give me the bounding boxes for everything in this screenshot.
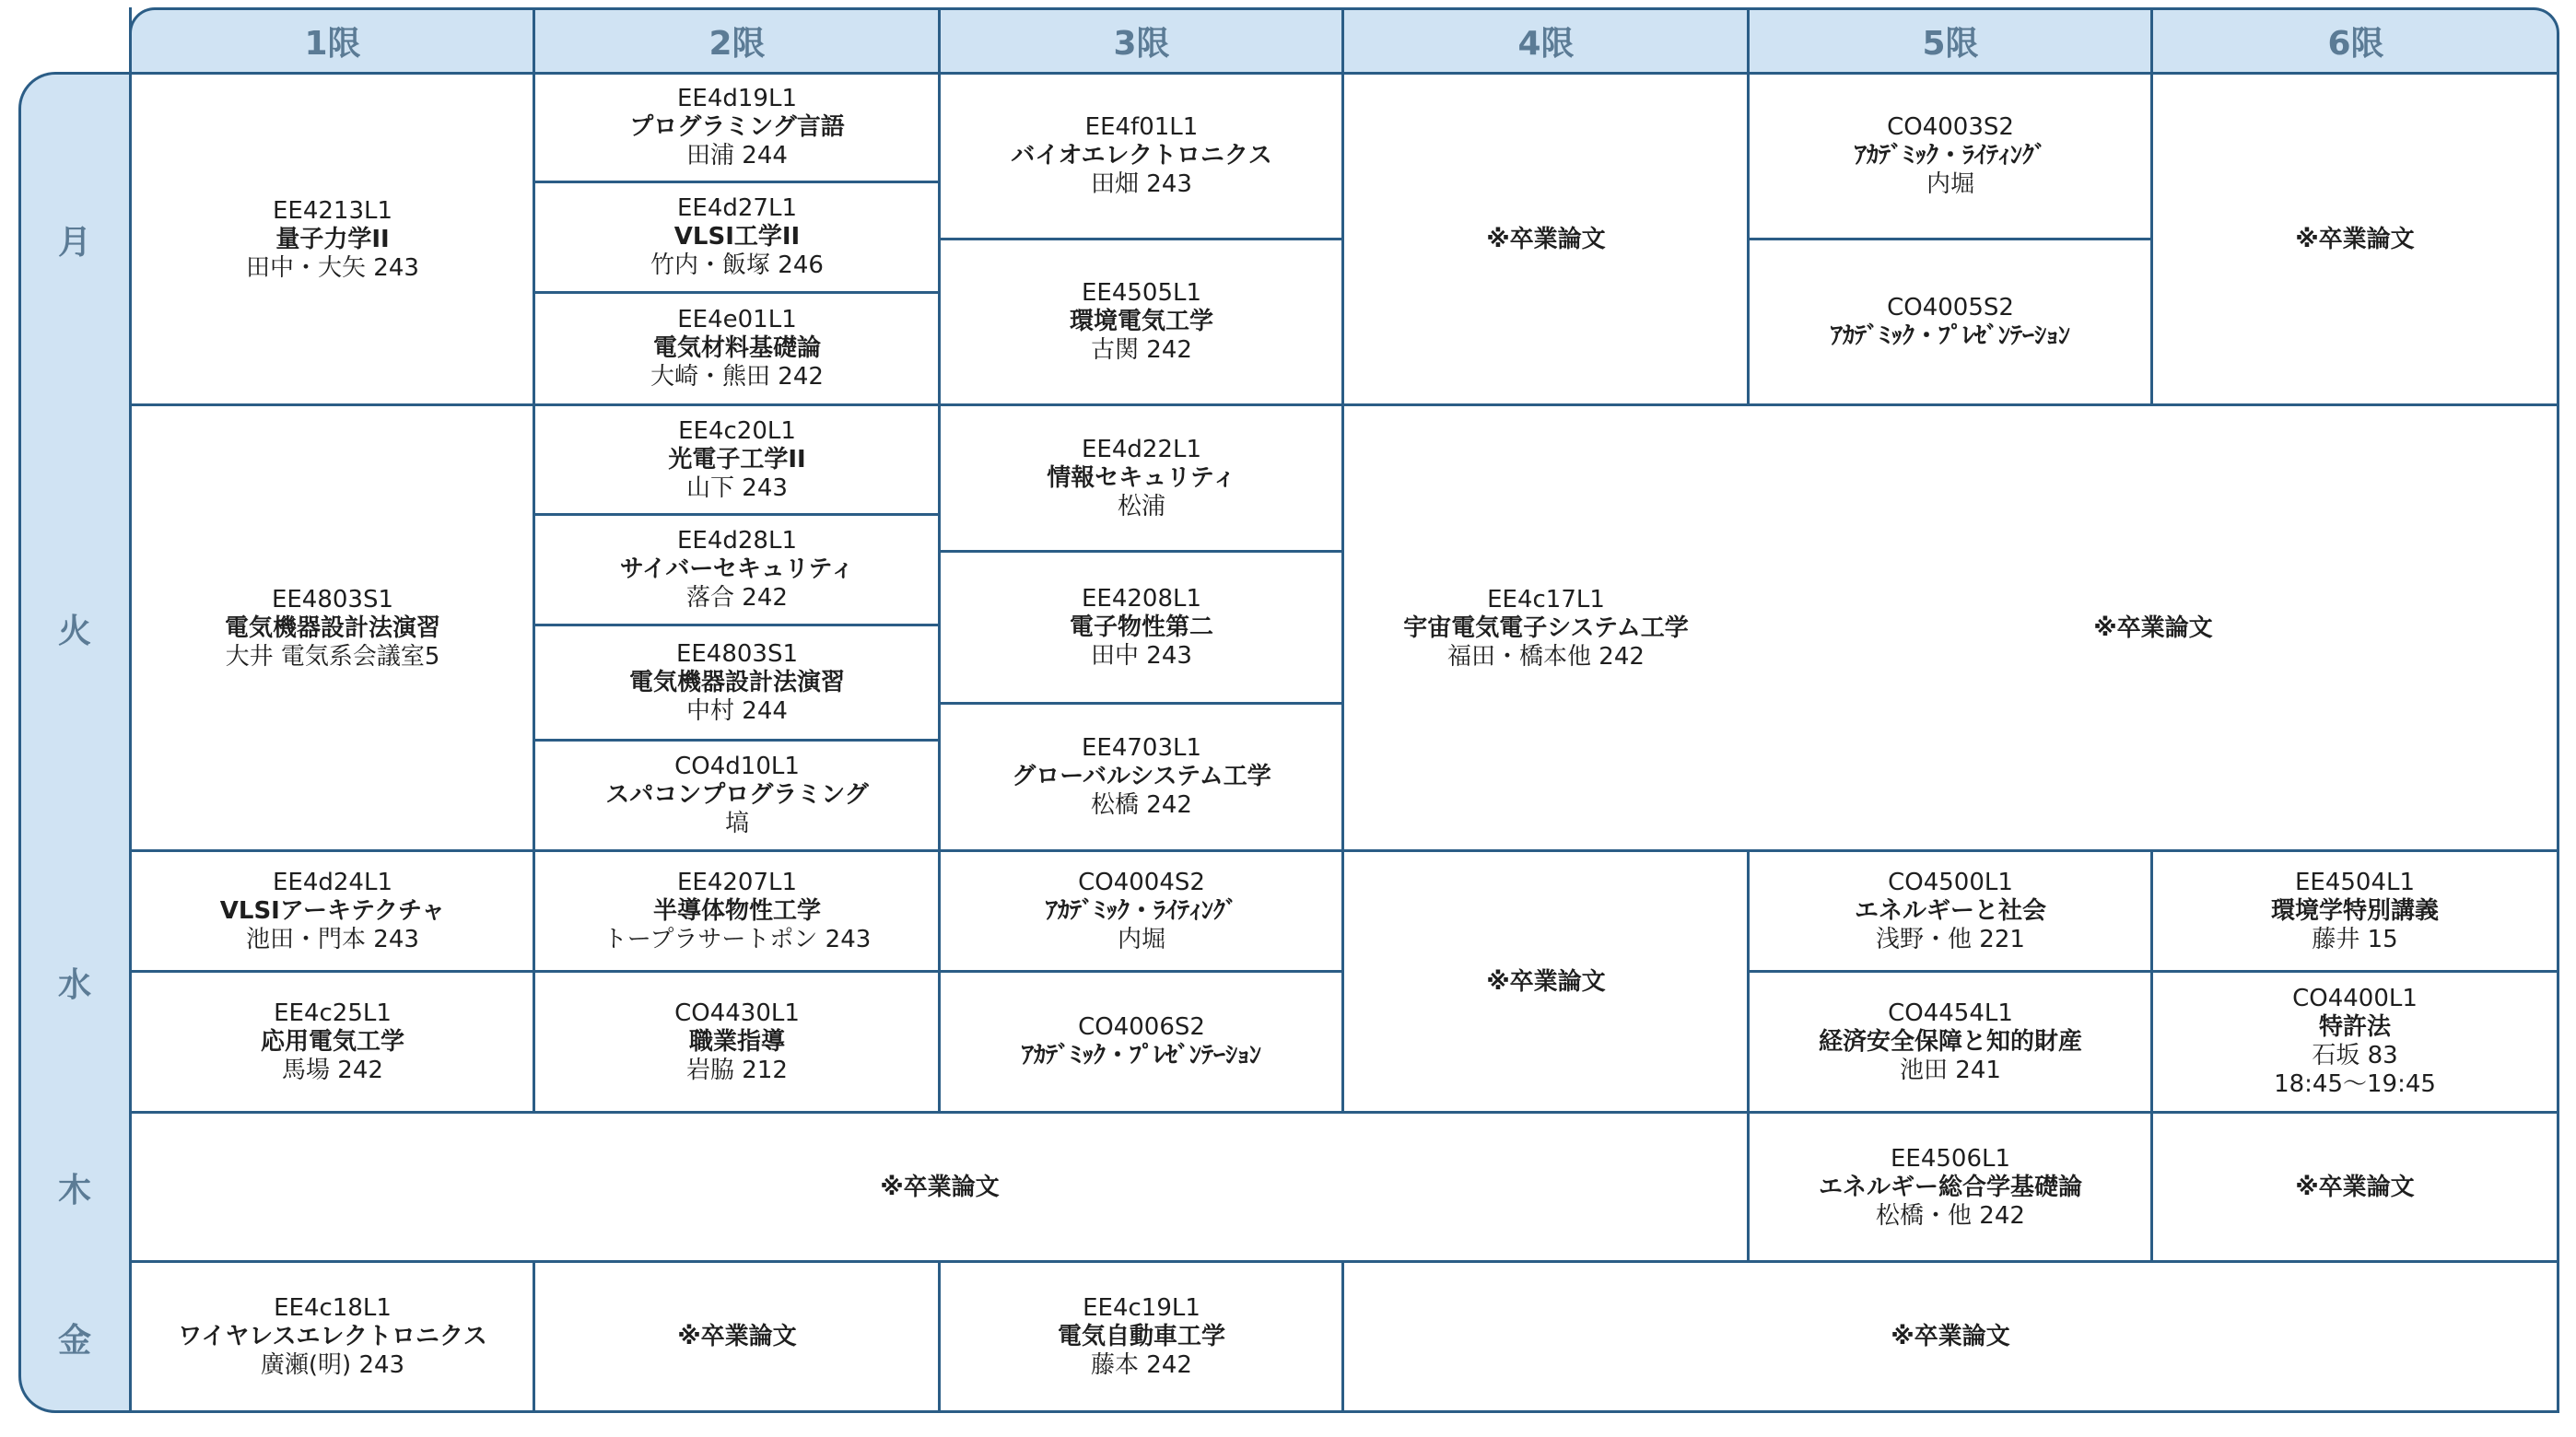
course-name: ｱｶﾃﾞﾐｯｸ・ﾌﾟﾚｾﾞﾝﾃｰｼｮﾝ bbox=[1830, 321, 2070, 350]
course-name: ｱｶﾃﾞﾐｯｸ・ﾌﾟﾚｾﾞﾝﾃｰｼｮﾝ bbox=[1021, 1042, 1261, 1069]
course-room: 石坂 83 bbox=[2312, 1042, 2398, 1069]
day-label-tue: 火 bbox=[57, 612, 91, 650]
course-name: スパコンプログラミング bbox=[605, 781, 869, 809]
class-cell[interactable] bbox=[534, 182, 940, 292]
course-name: ワイヤレスエレクトロニクス bbox=[178, 1322, 487, 1350]
course-code: CO4d10L1 bbox=[674, 753, 800, 780]
header-period-6: 6限 bbox=[2327, 24, 2384, 63]
course-room: 田畑 243 bbox=[1091, 170, 1192, 198]
thesis-label: ※卒業論文 bbox=[677, 1322, 797, 1350]
course-name: 量子力学II bbox=[275, 225, 390, 253]
course-code: CO4500L1 bbox=[1888, 868, 2013, 896]
course-name: グローバルシステム工学 bbox=[1012, 763, 1271, 790]
thesis-cell[interactable] bbox=[1749, 405, 2558, 851]
course-name: VLSIアーキテクチャ bbox=[219, 896, 446, 925]
course-code: EE4d27L1 bbox=[676, 194, 797, 222]
thesis-label: ※卒業論文 bbox=[1486, 967, 1606, 996]
course-name: 情報セキュリティ bbox=[1047, 463, 1236, 492]
course-code: EE4c17L1 bbox=[1487, 585, 1605, 613]
class-cell[interactable] bbox=[534, 405, 940, 514]
course-time: 18:45〜19:45 bbox=[2274, 1070, 2436, 1098]
course-code: CO4400L1 bbox=[2292, 985, 2418, 1012]
course-code: EE4d28L1 bbox=[676, 527, 797, 555]
class-cell[interactable] bbox=[2152, 972, 2558, 1112]
course-code: EE4f01L1 bbox=[1084, 113, 1199, 141]
course-name: 電気自動車工学 bbox=[1057, 1322, 1225, 1350]
class-cell[interactable] bbox=[131, 972, 534, 1112]
course-room: 大井 電気系会議室5 bbox=[225, 642, 440, 671]
course-code: EE4703L1 bbox=[1081, 734, 1202, 762]
course-code: EE4c19L1 bbox=[1083, 1293, 1200, 1322]
class-cell[interactable] bbox=[1749, 851, 2152, 971]
course-name: 宇宙電気電子システム工学 bbox=[1403, 613, 1689, 642]
course-name: 環境電気工学 bbox=[1069, 308, 1213, 335]
class-cell[interactable] bbox=[940, 704, 1343, 850]
class-cell[interactable] bbox=[534, 972, 940, 1112]
class-cell[interactable] bbox=[534, 625, 940, 740]
course-room: トープラサートポン 243 bbox=[603, 925, 872, 953]
day-label-thu: 木 bbox=[57, 1171, 91, 1209]
course-room: 落合 242 bbox=[686, 584, 788, 612]
course-room: 中村 244 bbox=[686, 696, 788, 725]
class-cell[interactable] bbox=[2152, 851, 2558, 971]
class-cell[interactable] bbox=[534, 74, 940, 181]
header-period-4: 4限 bbox=[1517, 24, 1575, 63]
course-code: EE4505L1 bbox=[1081, 279, 1202, 307]
course-code: EE4213L1 bbox=[272, 196, 393, 225]
course-room: 塙 bbox=[724, 810, 749, 837]
class-cell[interactable] bbox=[131, 1262, 534, 1411]
course-name: エネルギー総合学基礎論 bbox=[1818, 1173, 2082, 1201]
course-room: 内堀 bbox=[1117, 925, 1165, 953]
class-cell[interactable] bbox=[534, 293, 940, 404]
thesis-cell[interactable] bbox=[2152, 74, 2558, 405]
course-code: EE4c25L1 bbox=[274, 999, 392, 1027]
day-label-wed: 水 bbox=[57, 965, 91, 1004]
course-name: サイバーセキュリティ bbox=[619, 555, 855, 583]
day-label-fri: 金 bbox=[57, 1321, 91, 1360]
course-name: 職業指導 bbox=[688, 1027, 785, 1056]
header-period-2: 2限 bbox=[708, 24, 766, 63]
class-cell[interactable] bbox=[131, 851, 534, 971]
course-code: EE4d24L1 bbox=[272, 868, 392, 896]
class-cell[interactable] bbox=[1749, 1113, 2152, 1262]
course-code: EE4d19L1 bbox=[676, 85, 797, 112]
course-code: CO4004S2 bbox=[1078, 868, 1205, 896]
course-name: 半導体物性工学 bbox=[652, 896, 821, 925]
course-code: CO4006S2 bbox=[1078, 1013, 1205, 1041]
thesis-cell[interactable] bbox=[1343, 851, 1749, 1113]
course-name: ｱｶﾃﾞﾐｯｸ・ﾗｲﾃｨﾝｸﾞ bbox=[1854, 142, 2046, 169]
course-room: 藤井 15 bbox=[2312, 925, 2398, 953]
course-code: EE4d22L1 bbox=[1081, 435, 1201, 463]
header-period-3: 3限 bbox=[1113, 24, 1170, 63]
thesis-label: ※卒業論文 bbox=[2295, 225, 2415, 253]
course-name: 光電子工学II bbox=[668, 445, 806, 473]
course-room: 廣瀬(明) 243 bbox=[260, 1350, 405, 1379]
thesis-label: ※卒業論文 bbox=[2295, 1173, 2415, 1201]
course-code: CO4430L1 bbox=[674, 999, 800, 1027]
day-label-mon: 月 bbox=[57, 223, 91, 262]
course-code: EE4208L1 bbox=[1081, 584, 1202, 613]
class-cell[interactable] bbox=[940, 405, 1343, 551]
thesis-cell[interactable] bbox=[131, 1113, 1749, 1262]
course-name: 電気材料基礎論 bbox=[652, 334, 821, 362]
course-room: 浅野・他 221 bbox=[1876, 925, 2025, 953]
class-cell[interactable] bbox=[1749, 240, 2152, 404]
class-cell[interactable] bbox=[131, 405, 534, 851]
course-room: 竹内・飯塚 246 bbox=[650, 251, 824, 279]
course-room: 田中・大矢 243 bbox=[246, 253, 419, 282]
course-code: CO4005S2 bbox=[1887, 293, 2014, 321]
course-code: CO4454L1 bbox=[1888, 999, 2013, 1027]
course-code: EE4504L1 bbox=[2294, 868, 2416, 896]
course-room: 馬場 242 bbox=[282, 1056, 383, 1084]
thesis-cell[interactable] bbox=[534, 1262, 940, 1411]
course-name: 電気機器設計法演習 bbox=[224, 613, 440, 642]
course-name: ｱｶﾃﾞﾐｯｸ・ﾗｲﾃｨﾝｸﾞ bbox=[1045, 896, 1237, 925]
course-code: CO4003S2 bbox=[1887, 113, 2014, 141]
course-room: 岩脇 212 bbox=[686, 1056, 788, 1084]
course-room: 内堀 bbox=[1926, 170, 1974, 198]
course-room: 古関 242 bbox=[1091, 336, 1192, 364]
course-code: EE4c20L1 bbox=[678, 416, 796, 445]
course-name: 電子物性第二 bbox=[1069, 613, 1213, 641]
course-room: 松浦 bbox=[1117, 492, 1165, 520]
class-cell[interactable] bbox=[534, 515, 940, 625]
course-name: 特許法 bbox=[2318, 1013, 2391, 1041]
course-room: 松橋・他 242 bbox=[1876, 1201, 2025, 1230]
class-cell[interactable] bbox=[1749, 74, 2152, 239]
class-cell[interactable] bbox=[940, 240, 1343, 404]
course-name: VLSI工学II bbox=[673, 223, 801, 251]
thesis-cell[interactable] bbox=[2152, 1113, 2558, 1262]
course-name: 経済安全保障と知的財産 bbox=[1818, 1027, 2082, 1056]
course-room: 福田・橋本他 242 bbox=[1447, 642, 1645, 671]
class-cell[interactable] bbox=[131, 74, 534, 405]
course-room: 山下 243 bbox=[686, 473, 788, 502]
course-code: EE4803S1 bbox=[271, 585, 394, 613]
header-period-5: 5限 bbox=[1922, 24, 1979, 63]
course-name: プログラミング言語 bbox=[629, 113, 845, 141]
header-period-1: 1限 bbox=[304, 24, 361, 63]
course-room: 松橋 242 bbox=[1091, 791, 1192, 819]
course-room: 藤本 242 bbox=[1091, 1350, 1192, 1379]
course-code: EE4e01L1 bbox=[677, 306, 797, 333]
class-cell[interactable] bbox=[940, 972, 1343, 1112]
class-cell[interactable] bbox=[940, 74, 1343, 239]
course-name: エネルギーと社会 bbox=[1854, 896, 2046, 925]
course-room: 池田・門本 243 bbox=[246, 925, 419, 953]
course-name: 電気機器設計法演習 bbox=[628, 668, 845, 696]
thesis-cell[interactable] bbox=[1343, 1262, 2558, 1411]
class-cell[interactable] bbox=[1749, 972, 2152, 1112]
thesis-label: ※卒業論文 bbox=[880, 1173, 1000, 1201]
thesis-label: ※卒業論文 bbox=[1891, 1322, 2010, 1350]
class-cell[interactable] bbox=[940, 552, 1343, 703]
course-room: 田浦 244 bbox=[686, 142, 788, 169]
course-name: バイオエレクトロニクス bbox=[1011, 142, 1272, 169]
thesis-label: ※卒業論文 bbox=[1486, 225, 1606, 253]
course-room: 田中 243 bbox=[1091, 641, 1192, 670]
course-code: EE4c18L1 bbox=[274, 1293, 392, 1322]
class-cell[interactable] bbox=[940, 1262, 1343, 1411]
class-cell[interactable] bbox=[1343, 405, 1749, 851]
class-cell[interactable] bbox=[940, 851, 1343, 971]
course-name: 応用電気工学 bbox=[260, 1027, 404, 1056]
course-code: EE4803S1 bbox=[675, 639, 799, 668]
class-cell[interactable] bbox=[534, 741, 940, 850]
course-code: EE4207L1 bbox=[676, 868, 798, 896]
course-room: 大崎・熊田 242 bbox=[650, 363, 824, 391]
course-room: 池田 241 bbox=[1900, 1056, 2001, 1084]
course-name: 環境学特別講義 bbox=[2270, 896, 2439, 925]
course-code: EE4506L1 bbox=[1890, 1144, 2011, 1173]
thesis-label: ※卒業論文 bbox=[2093, 613, 2213, 642]
thesis-cell[interactable] bbox=[1343, 74, 1749, 405]
class-cell[interactable] bbox=[534, 851, 940, 971]
